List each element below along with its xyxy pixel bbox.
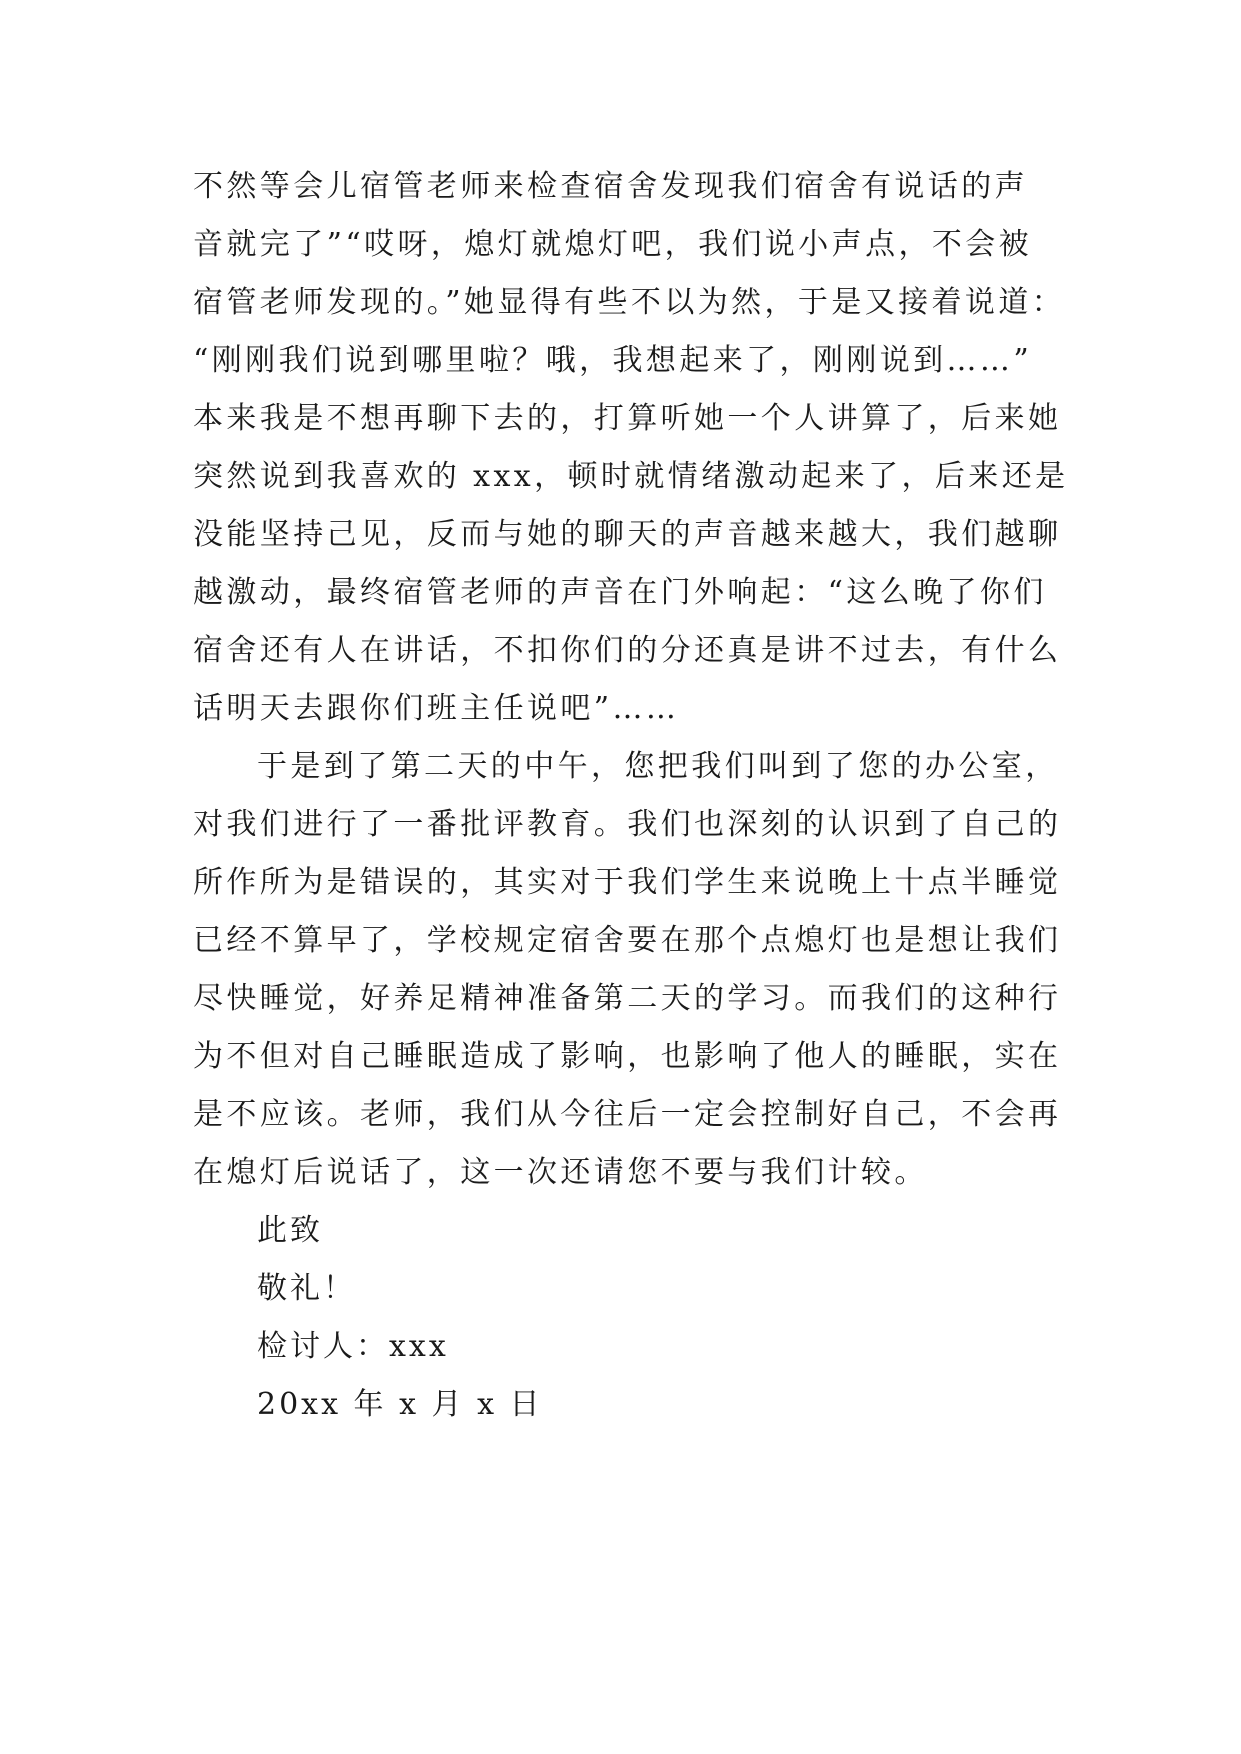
text-line: 话明天去跟你们班主任说吧”…… xyxy=(193,691,680,726)
text-line: 音就完了”“哎呀，熄灯就熄灯吧，我们说小声点，不会被 xyxy=(193,227,1033,262)
text-line: 本来我是不想再聊下去的，打算听她一个人讲算了，后来她 xyxy=(193,401,1062,436)
text-line: 在熄灯后说话了，这一次还请您不要与我们计较。 xyxy=(193,1155,928,1190)
text-line: “刚刚我们说到哪里啦？哦，我想起来了，刚刚说到……” xyxy=(193,343,1033,378)
letter-body xyxy=(193,158,1069,1202)
text-line: 对我们进行了一番批评教育。我们也深刻的认识到了自己的 xyxy=(193,807,1062,842)
text-line: 不然等会儿宿管老师来检查宿舍发现我们宿舍有说话的声 xyxy=(193,169,1028,204)
text-line: 没能坚持己见，反而与她的聊天的声音越来越大，我们越聊 xyxy=(193,517,1062,552)
text-line: 是不应该。老师，我们从今往后一定会控制好自己，不会再 xyxy=(193,1097,1062,1132)
text-line: 宿管老师发现的。”她显得有些不以为然，于是又接着说道： xyxy=(193,285,1066,320)
text-line: 越激动，最终宿管老师的声音在门外响起：“这么晚了你们 xyxy=(193,575,1047,610)
closing-regards: 敬礼！ xyxy=(257,1271,356,1306)
paragraph-continued xyxy=(193,158,1069,738)
letter-closing xyxy=(257,1202,543,1434)
text-line: 为不但对自己睡眠造成了影响，也影响了他人的睡眠，实在 xyxy=(193,1039,1062,1074)
text-line: 宿舍还有人在讲话，不扣你们的分还真是讲不过去，有什么 xyxy=(193,633,1062,668)
letter-date: 20xx 年 x 月 x 日 xyxy=(257,1387,543,1422)
text-line: 所作所为是错误的，其实对于我们学生来说晚上十点半睡觉 xyxy=(193,865,1062,900)
paragraph-apology xyxy=(193,738,1062,1202)
text-line: 尽快睡觉，好养足精神准备第二天的学习。而我们的这种行 xyxy=(193,981,1062,1016)
signer-name: 检讨人：xxx xyxy=(257,1329,449,1364)
closing-salutation: 此致 xyxy=(257,1213,323,1248)
text-line: 突然说到我喜欢的 xxx，顿时就情绪激动起来了，后来还是 xyxy=(193,459,1069,494)
text-line: 已经不算早了，学校规定宿舍要在那个点熄灯也是想让我们 xyxy=(193,923,1062,958)
text-line: 于是到了第二天的中午，您把我们叫到了您的办公室， xyxy=(257,749,1059,784)
